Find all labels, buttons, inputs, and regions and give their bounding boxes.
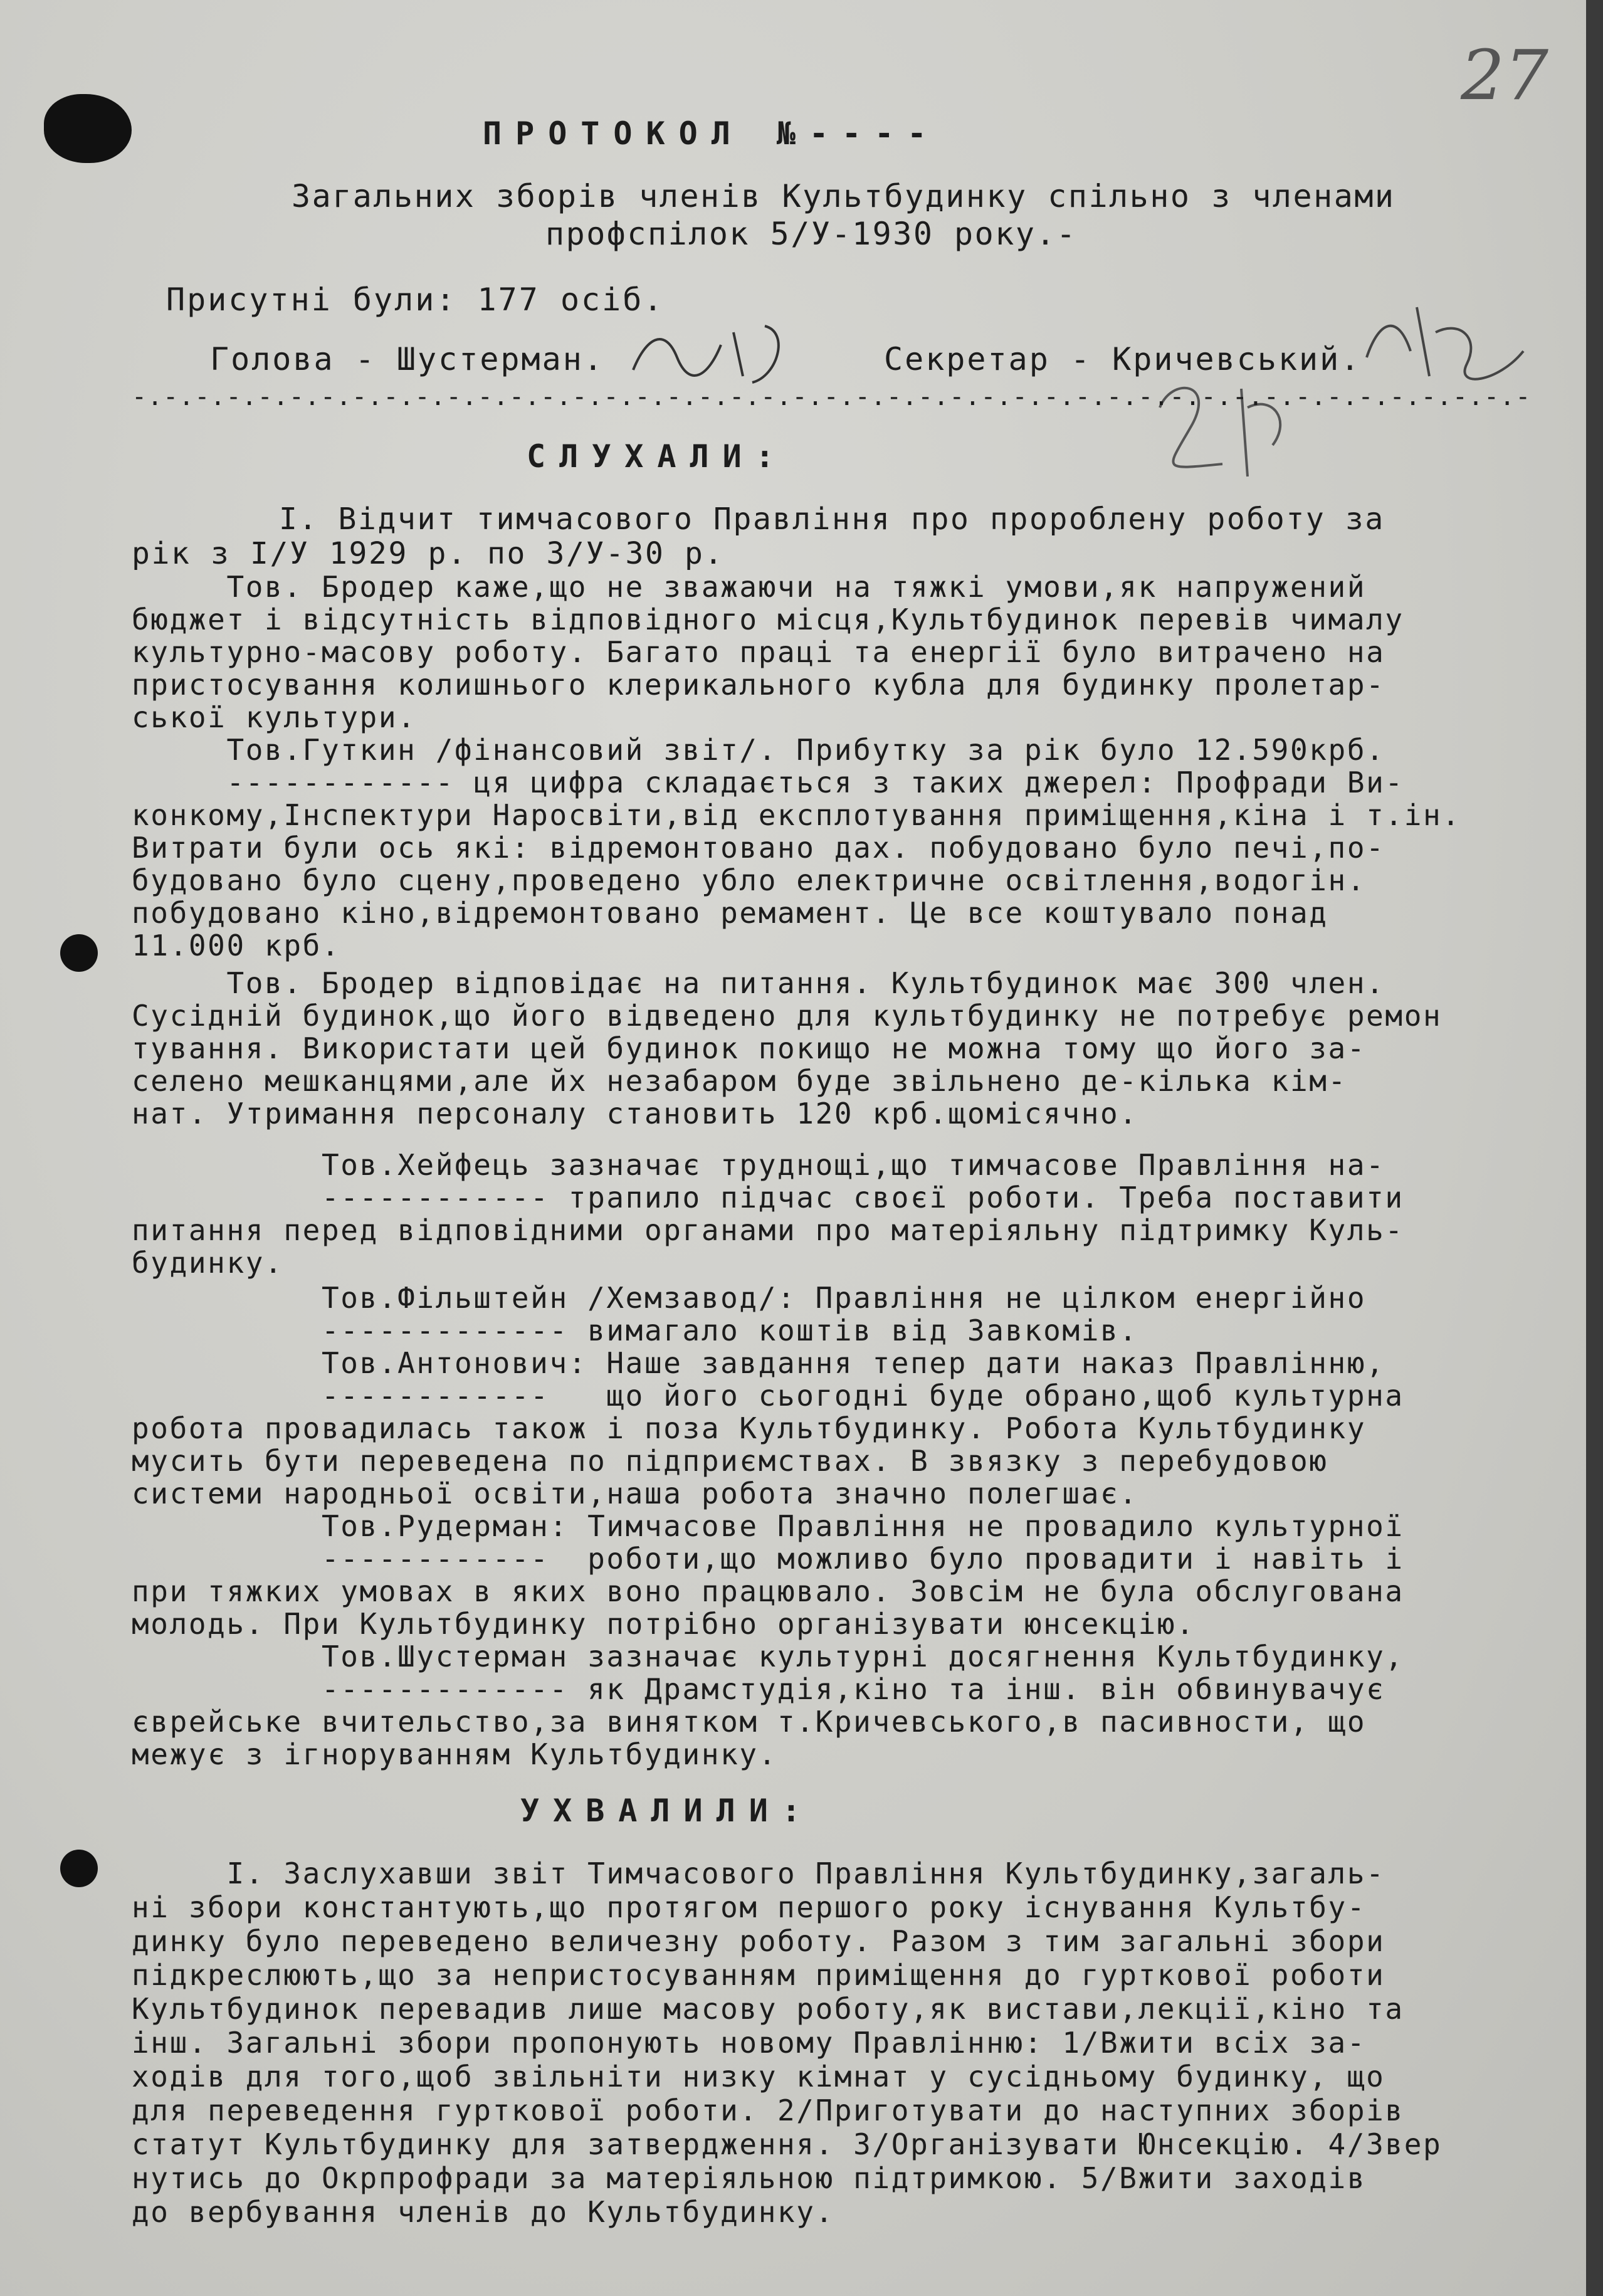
document-title: ПРОТОКОЛ №----: [483, 115, 940, 152]
document-subtitle-1: Загальних зборів членів Культбудинку спільно з членами: [292, 178, 1395, 214]
text-line: Тов. Бродер каже,що не зважаючи на тяжкі умови,як напружений: [132, 570, 1367, 604]
text-line: побудовано кіно,відремонтовано ремамент. Це все коштувало понад: [132, 896, 1328, 930]
text-line: Тов.Шустерман зазначає культурні досягнення Культбудинку,: [132, 1640, 1404, 1673]
text-line: питання перед відповідними органами про матеріяльну підтримку Куль-: [132, 1213, 1404, 1247]
text-line: системи народньої освіти,наша робота значно полегшає.: [132, 1477, 1138, 1510]
text-line: ської культури.: [132, 700, 417, 734]
text-line: будинку.: [132, 1246, 284, 1280]
text-line: ------------- вимагало коштів від Завкомів.: [132, 1314, 1138, 1347]
text-line: підкреслюють,що за непристосуванням приміщення до гурткової роботи: [132, 1958, 1385, 1992]
text-line: будовано було сцену,проведено убло електричне освітлення,водогін.: [132, 863, 1367, 897]
section-heading-resolved: УХВАЛИЛИ:: [520, 1793, 814, 1829]
text-line: бюджет і відсутність відповідного місця,Культбудинок перевів чималу: [132, 603, 1404, 636]
section-heading-heard: СЛУХАЛИ:: [527, 438, 788, 475]
punch-hole-top: [60, 934, 98, 972]
separator-line: -.-.-.-.-.-.-.-.-.-.-.-.-.-.-.-.-.-.-.-.-.-.-.-.-.-.-.-.-.-.-.-.-.-.-.-.-.-.-.-.-.-.-.-.-: [132, 382, 1532, 411]
text-line: ходів для того,щоб звільніти низку кімнат у сусідньому будинку, що: [132, 2060, 1385, 2093]
text-line: динку було переведено величезну роботу. Разом з тим загальні збори: [132, 1924, 1385, 1958]
text-line: ні збори константують,що протягом першого року існування Культбу-: [132, 1890, 1367, 1924]
text-line: ------------ ця цифра складається з таких джерел: Профради Ви-: [132, 766, 1404, 799]
attendance-line: Присутні були: 177 осіб.: [166, 282, 665, 318]
chair-line: Голова - Шустерман.: [210, 341, 604, 377]
text-line: Тов. Бродер відповідає на питання. Культбудинок має 300 член.: [132, 966, 1385, 1000]
text-line: І. Відчит тимчасового Правління про пророблену роботу за: [279, 502, 1385, 537]
signature-chair: [627, 313, 840, 389]
text-line: ------------ що його сьогодні буде обрано,щоб культурна: [132, 1379, 1404, 1413]
text-line: ------------- як Драмстудія,кіно та інш. він обвинувачує: [132, 1672, 1385, 1706]
text-line: нат. Утримання персоналу становить 120 крб.щомісячно.: [132, 1097, 1138, 1130]
punch-hole-bottom: [60, 1850, 98, 1887]
text-line: ------------ трапило підчас своєї роботи. Треба поставити: [132, 1181, 1404, 1214]
text-line: мусить бути переведена по підприємствах. В звязку з перебудовою: [132, 1444, 1328, 1478]
text-line: статут Культбудинку для затвердження. 3/Організувати Юнсекцію. 4/Звер: [132, 2127, 1443, 2161]
text-line: селено мешканцями,але йх незабаром буде звільнено де-кілька кім-: [132, 1064, 1347, 1098]
text-line: робота провадилась також і поза Культбудинку. Робота Культбудинку: [132, 1411, 1367, 1445]
text-line: 11.000 крб.: [132, 929, 341, 962]
text-line: тування. Використати цей будинок покищо не можна тому що його за-: [132, 1031, 1367, 1065]
text-line: ------------ роботи,що можливо було провадити і навіть і: [132, 1542, 1404, 1576]
text-line: Тов.Хейфець зазначає труднощі,що тимчасове Правління на-: [132, 1148, 1385, 1182]
text-line: культурно-масову роботу. Багато праці та енергії було витрачено на: [132, 635, 1385, 669]
page-edge: [1586, 0, 1603, 2296]
text-line: пристосування колишнього клерикального кубла для будинку пролетар-: [132, 668, 1385, 702]
text-line: при тяжких умовах в яких воно працювало. Зовсім не була обслугована: [132, 1574, 1404, 1608]
text-line: Сусідній будинок,що його відведено для культбудинку не потребує ремон: [132, 999, 1443, 1033]
text-line: конкому,Інспектури Наросвіти,від експлотування приміщення,кіна і т.ін.: [132, 798, 1461, 832]
text-line: Тов.Фільштейн /Хемзавод/: Правління не цілком енергійно: [132, 1281, 1367, 1315]
text-line: Тов.Рудерман: Тимчасове Правління не провадило культурної: [132, 1509, 1404, 1543]
ink-blot: [44, 94, 132, 163]
document-subtitle-2: профспілок 5/У-1930 року.-: [545, 216, 1077, 252]
text-line: Культбудинок перевадив лише масову роботу,як вистави,лекції,кіно та: [132, 1992, 1404, 2026]
text-line: для переведення гурткової роботи. 2/Приготувати до наступних зборів: [132, 2093, 1404, 2127]
text-line: Витрати були ось які: відремонтовано дах. побудовано було печі,по-: [132, 831, 1385, 865]
text-line: до вербування членів до Культбудинку.: [132, 2195, 834, 2229]
text-line: молодь. При Культбудинку потрібно організувати юнсекцію.: [132, 1607, 1196, 1641]
text-line: Тов.Гуткин /фінансовий звіт/. Прибутку за рік було 12.590крб.: [132, 733, 1385, 767]
text-line: І. Заслухавши звіт Тимчасового Правління Культбудинку,загаль-: [132, 1856, 1385, 1890]
text-line: нутись до Окрпрофради за матеріяльною підтримкою. 5/Вжити заходів: [132, 2161, 1367, 2195]
text-line: рік з І/У 1929 р. по 3/У-30 р.: [132, 536, 724, 571]
text-line: єврейське вчительство,за винятком т.Кричевського,в пасивности, що: [132, 1705, 1367, 1739]
text-line: Тов.Антонович: Наше завдання тепер дати наказ Правлінню,: [132, 1346, 1385, 1380]
handwritten-page-number: 27: [1461, 35, 1548, 115]
text-line: межує з ігноруванням Культбудинку.: [132, 1737, 778, 1771]
secretary-line: Секретар - Кричевський.: [884, 341, 1362, 377]
text-line: інш. Загальні збори пропонують новому Правлінню: 1/Вжити всіх за-: [132, 2026, 1367, 2060]
